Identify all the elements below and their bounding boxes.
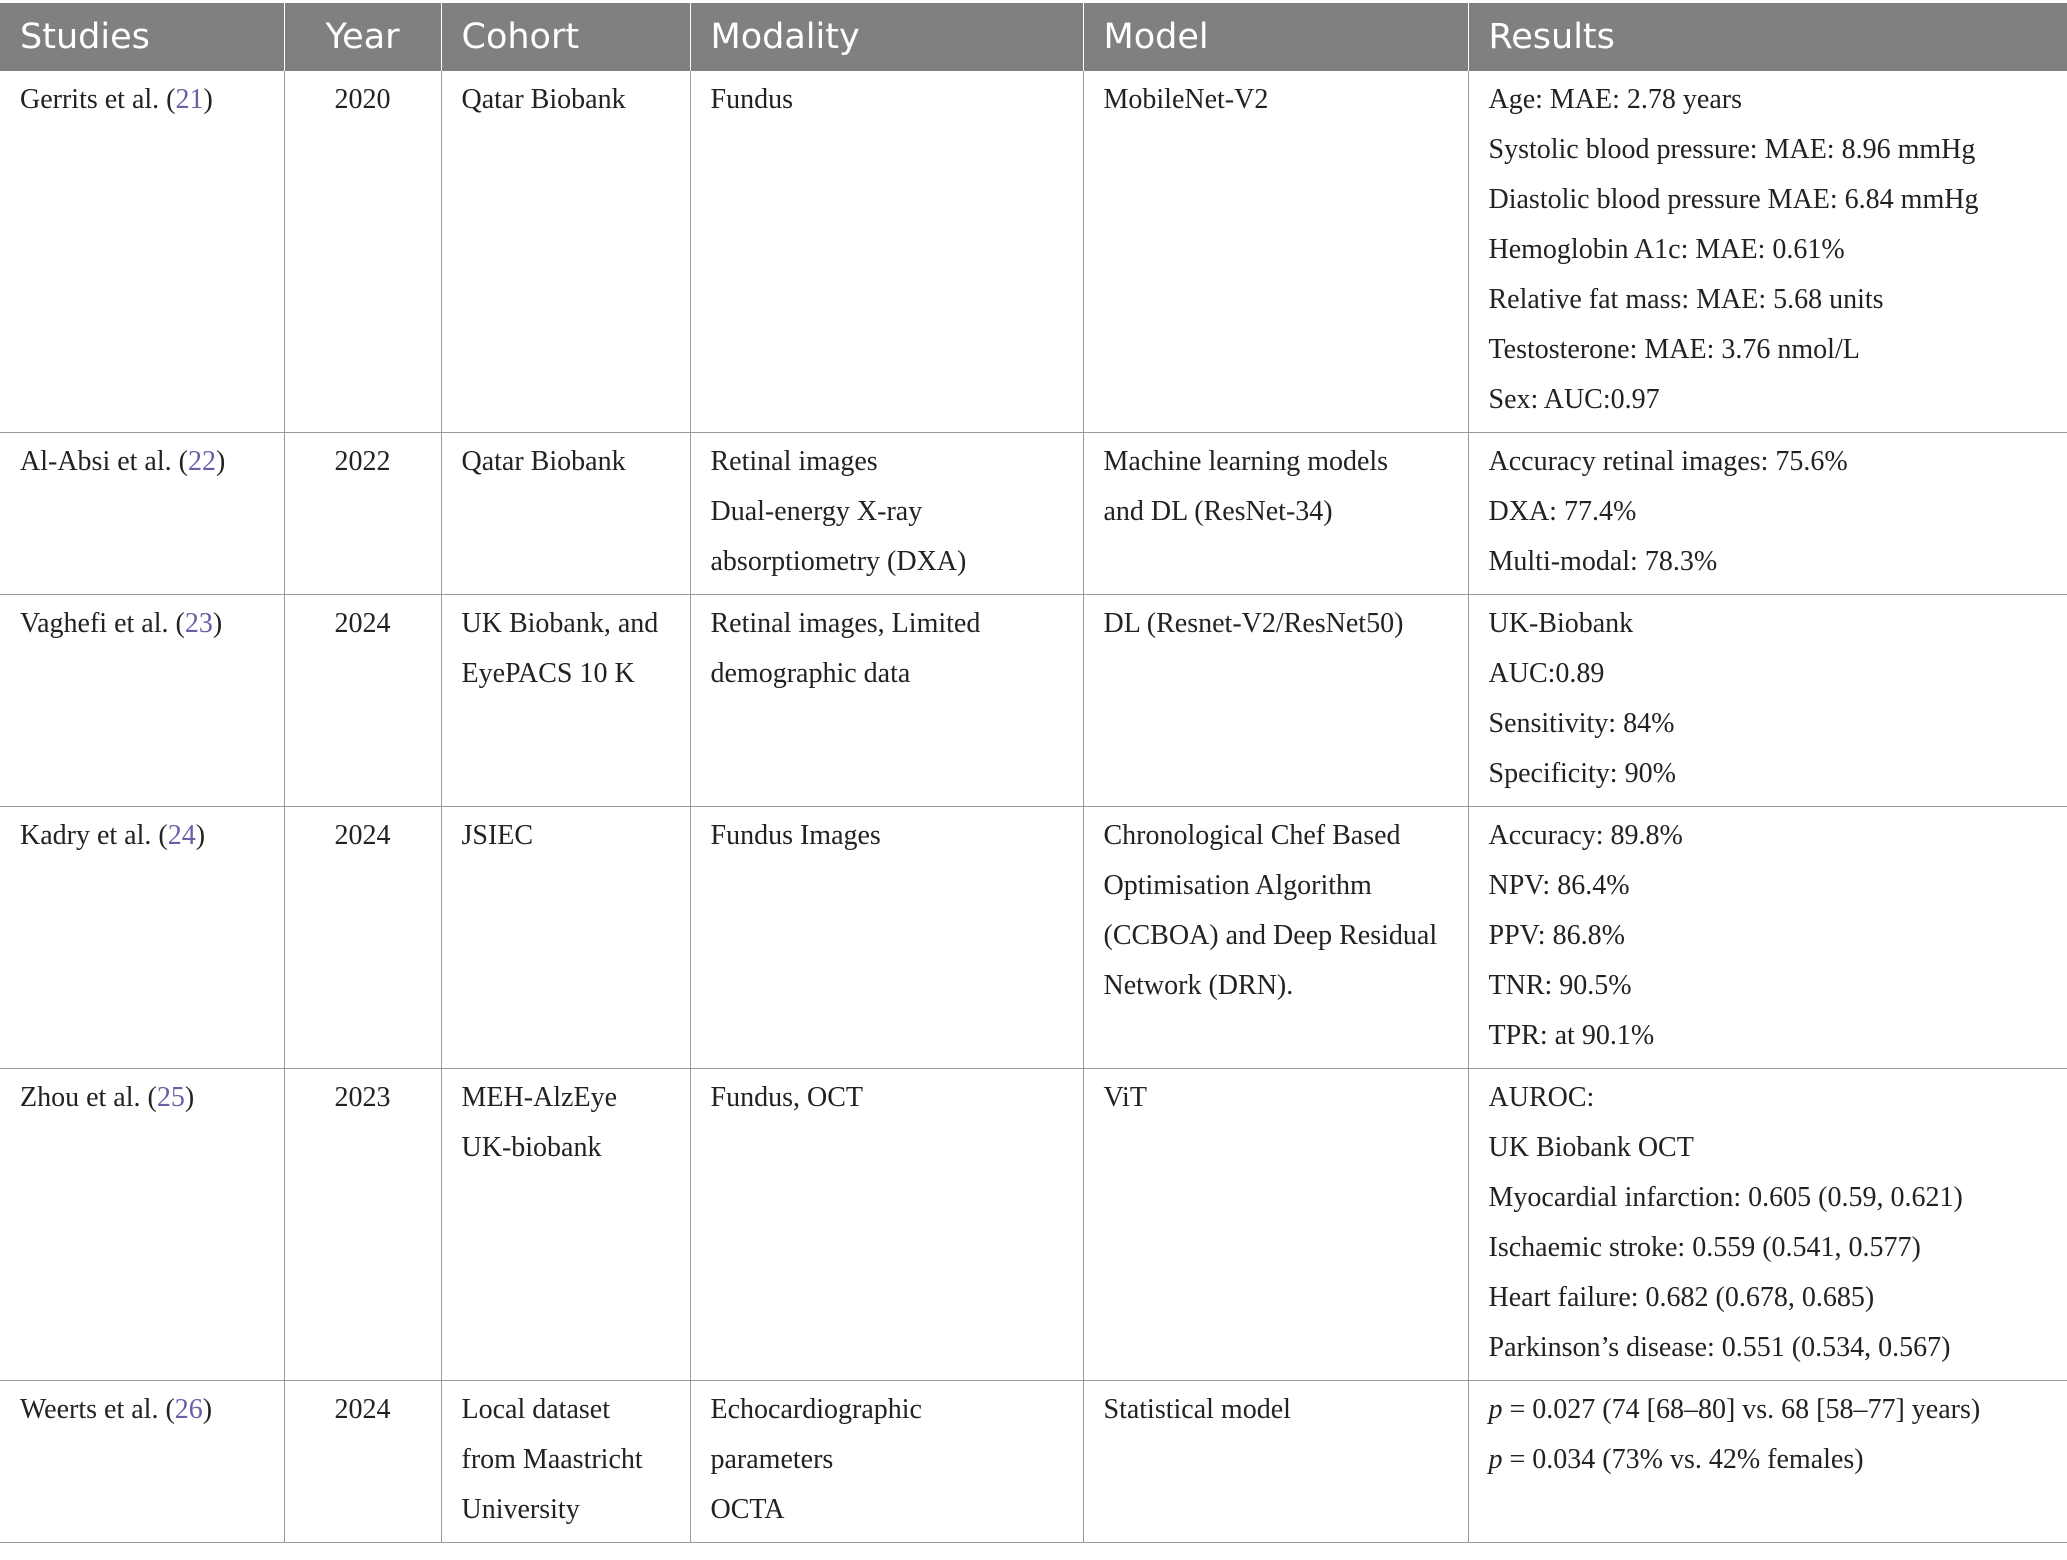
- header-model: Model: [1083, 3, 1468, 71]
- results-cell: [1468, 1069, 2067, 1381]
- result-line: TPR: at 90.1%: [1488, 1020, 1655, 1051]
- study-cell: [0, 1381, 284, 1543]
- cohort-cell: [441, 595, 690, 807]
- result-line: Multi-modal: 78.3%: [1488, 546, 1718, 577]
- study-cell: [0, 807, 284, 1069]
- reference-link[interactable]: 22: [187, 446, 216, 477]
- cohort-line: EyePACS 10 K: [461, 658, 635, 689]
- modality-line: parameters: [710, 1444, 834, 1475]
- p-value-text: = 0.027 (74 [68–80] vs. 68 [58–77] years): [1502, 1394, 1981, 1425]
- result-line: Diastolic blood pressure MAE: 6.84 mmHg: [1488, 184, 1979, 215]
- study-cell: [0, 433, 284, 595]
- result-line: UK-Biobank: [1488, 608, 1634, 639]
- year-cell: 2020: [284, 71, 441, 433]
- p-value-symbol: p: [1488, 1444, 1503, 1475]
- result-line: Specificity: 90%: [1488, 758, 1676, 789]
- modality-line: Fundus, OCT: [710, 1082, 863, 1113]
- model-cell: [1083, 71, 1468, 433]
- table-body: [0, 71, 2067, 1543]
- results-cell: [1468, 71, 2067, 433]
- study-name-suffix: ): [215, 446, 226, 477]
- reference-link[interactable]: 26: [174, 1394, 203, 1425]
- modality-cell: [690, 1069, 1083, 1381]
- model-line: DL (Resnet-V2/ResNet50): [1103, 608, 1404, 639]
- cohort-line: UK Biobank, and: [461, 608, 659, 639]
- model-cell: [1083, 1381, 1468, 1543]
- result-line: Heart failure: 0.682 (0.678, 0.685): [1488, 1282, 1875, 1313]
- table-row: [0, 1069, 2067, 1381]
- result-line: [1489, 1385, 2054, 1435]
- header-cohort: Cohort: [441, 3, 690, 71]
- modality-line: OCTA: [710, 1494, 785, 1525]
- model-line: Network (DRN).: [1103, 970, 1294, 1001]
- result-line: DXA: 77.4%: [1488, 496, 1637, 527]
- header-results: Results: [1468, 3, 2067, 71]
- study-cell: [0, 595, 284, 807]
- results-cell: [1468, 1381, 2067, 1543]
- cohort-cell: [441, 433, 690, 595]
- result-line: Testosterone: MAE: 3.76 nmol/L: [1488, 334, 1860, 365]
- result-line: Accuracy: 89.8%: [1488, 820, 1683, 851]
- model-line: and DL (ResNet-34): [1103, 496, 1333, 527]
- p-value-text: = 0.034 (73% vs. 42% females): [1502, 1444, 1864, 1475]
- studies-table: [0, 3, 2067, 1543]
- year-cell: 2024: [284, 1381, 441, 1543]
- cohort-line: JSIEC: [461, 820, 534, 851]
- modality-line: demographic data: [710, 658, 911, 689]
- modality-line: Dual-energy X-ray: [710, 496, 923, 527]
- result-line: Systolic blood pressure: MAE: 8.96 mmHg: [1488, 134, 1976, 165]
- model-line: Statistical model: [1103, 1394, 1291, 1425]
- result-line: AUC:0.89: [1488, 658, 1605, 689]
- year-cell: 2024: [284, 807, 441, 1069]
- cohort-cell: [441, 1381, 690, 1543]
- cohort-line: from Maastricht: [461, 1444, 643, 1475]
- model-line: Machine learning models: [1103, 446, 1389, 477]
- modality-cell: [690, 595, 1083, 807]
- model-line: ViT: [1103, 1082, 1147, 1113]
- result-line: [1489, 1435, 2054, 1485]
- study-name-suffix: ): [195, 820, 206, 851]
- study-name: Al-Absi et al. (: [20, 446, 188, 477]
- study-name: Gerrits et al. (: [20, 84, 176, 115]
- reference-link[interactable]: 24: [167, 820, 196, 851]
- result-line: Sensitivity: 84%: [1488, 708, 1675, 739]
- result-line: TNR: 90.5%: [1488, 970, 1632, 1001]
- cohort-line: Local dataset: [461, 1394, 610, 1425]
- study-name: Zhou et al. (: [20, 1082, 157, 1113]
- result-line: Accuracy retinal images: 75.6%: [1488, 446, 1848, 477]
- header-year: Year: [284, 3, 441, 71]
- reference-link[interactable]: 25: [156, 1082, 185, 1113]
- table-row: [0, 71, 2067, 433]
- study-name: Vaghefi et al. (: [20, 608, 185, 639]
- model-cell: [1083, 595, 1468, 807]
- study-cell: [0, 71, 284, 433]
- modality-line: Fundus: [710, 84, 793, 115]
- table-row: [0, 807, 2067, 1069]
- results-cell: [1468, 433, 2067, 595]
- modality-cell: [690, 1381, 1083, 1543]
- result-line: UK Biobank OCT: [1488, 1132, 1694, 1163]
- model-cell: [1083, 433, 1468, 595]
- study-name-suffix: ): [202, 1394, 213, 1425]
- cohort-cell: [441, 71, 690, 433]
- p-value-symbol: p: [1488, 1394, 1503, 1425]
- header-modality: Modality: [690, 3, 1083, 71]
- model-line: Optimisation Algorithm: [1103, 870, 1372, 901]
- study-name-suffix: ): [212, 608, 223, 639]
- result-line: Sex: AUC:0.97: [1488, 384, 1660, 415]
- reference-link[interactable]: 23: [184, 608, 213, 639]
- result-line: AUROC:: [1488, 1082, 1595, 1113]
- model-cell: [1083, 1069, 1468, 1381]
- cohort-line: UK-biobank: [461, 1132, 602, 1163]
- result-line: Hemoglobin A1c: MAE: 0.61%: [1488, 234, 1845, 265]
- header-studies: Studies: [0, 3, 284, 71]
- modality-cell: [690, 807, 1083, 1069]
- cohort-cell: [441, 807, 690, 1069]
- result-line: Ischaemic stroke: 0.559 (0.541, 0.577): [1488, 1232, 1921, 1263]
- study-name: Weerts et al. (: [20, 1394, 175, 1425]
- year-cell: 2022: [284, 433, 441, 595]
- results-cell: [1468, 595, 2067, 807]
- cohort-cell: [441, 1069, 690, 1381]
- table-row: [0, 433, 2067, 595]
- result-line: Relative fat mass: MAE: 5.68 units: [1488, 284, 1884, 315]
- cohort-line: Qatar Biobank: [461, 84, 626, 115]
- modality-line: Retinal images, Limited: [710, 608, 981, 639]
- result-line: NPV: 86.4%: [1488, 870, 1630, 901]
- model-line: MobileNet-V2: [1103, 84, 1269, 115]
- study-name-suffix: ): [203, 84, 213, 115]
- reference-link[interactable]: 21: [175, 84, 204, 115]
- cohort-line: Qatar Biobank: [461, 446, 626, 477]
- table-row: [0, 595, 2067, 807]
- modality-cell: [690, 433, 1083, 595]
- result-line: Parkinson’s disease: 0.551 (0.534, 0.567): [1488, 1332, 1951, 1363]
- year-cell: 2024: [284, 595, 441, 807]
- modality-line: absorptiometry (DXA): [710, 546, 967, 577]
- model-line: Chronological Chef Based: [1103, 820, 1401, 851]
- study-name-suffix: ): [184, 1082, 195, 1113]
- header-row: [0, 3, 2067, 71]
- results-cell: [1468, 807, 2067, 1069]
- modality-cell: [690, 71, 1083, 433]
- cohort-line: University: [461, 1494, 580, 1525]
- model-cell: [1083, 807, 1468, 1069]
- model-line: (CCBOA) and Deep Residual: [1103, 920, 1438, 951]
- study-name: Kadry et al. (: [20, 820, 168, 851]
- cohort-line: MEH-AlzEye: [461, 1082, 618, 1113]
- result-line: PPV: 86.8%: [1488, 920, 1625, 951]
- study-cell: [0, 1069, 284, 1381]
- table-row: [0, 1381, 2067, 1543]
- modality-line: Fundus Images: [710, 820, 881, 851]
- result-line: Myocardial infarction: 0.605 (0.59, 0.621): [1488, 1182, 1963, 1213]
- modality-line: Echocardiographic: [710, 1394, 922, 1425]
- modality-line: Retinal images: [710, 446, 878, 477]
- result-line: Age: MAE: 2.78 years: [1488, 84, 1743, 115]
- year-cell: 2023: [284, 1069, 441, 1381]
